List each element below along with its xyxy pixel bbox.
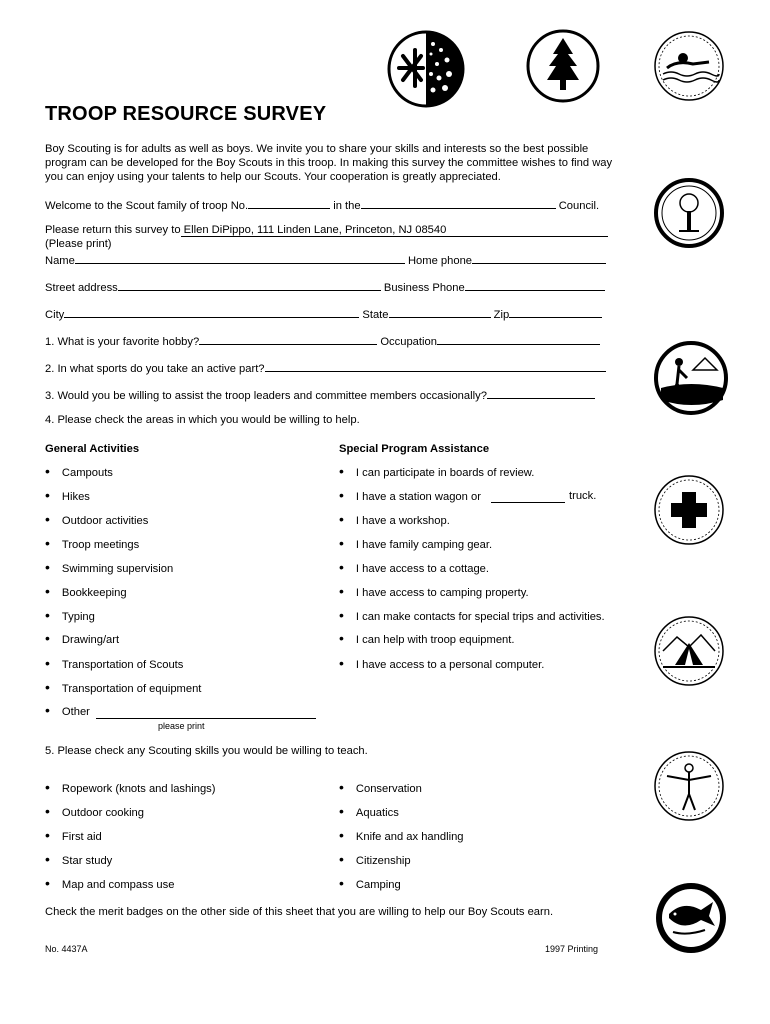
bullet-icon: •: [45, 607, 50, 623]
special-assistance-label: I have family camping gear.: [355, 539, 493, 551]
return-row: Please return this survey to Ellen DiPippo, 111 Linden Lane, Princeton, NJ 08540: [45, 224, 608, 237]
special-assistance-item[interactable]: [339, 537, 492, 551]
camping-badge-icon: [653, 615, 725, 687]
skill-label: Knife and ax handling: [355, 831, 464, 843]
bullet-icon: •: [339, 487, 344, 503]
special-assistance-header: Special Program Assistance: [339, 443, 490, 455]
form-number: No. 4437A: [45, 944, 88, 954]
swimming-badge-icon: [653, 30, 725, 102]
special-assistance-item[interactable]: [339, 465, 534, 479]
council-field[interactable]: [361, 197, 556, 209]
troop-number-field[interactable]: [248, 197, 330, 209]
state-field[interactable]: [389, 306, 491, 318]
special-assistance-item[interactable]: [339, 489, 481, 503]
bullet-icon: •: [45, 702, 50, 718]
skill-label: Camping: [355, 879, 401, 891]
name-field[interactable]: [75, 252, 405, 264]
general-activity-label: Other: [61, 706, 90, 718]
bullet-icon: •: [45, 779, 50, 795]
bullet-icon: •: [45, 511, 50, 527]
general-activity-label: Transportation of Scouts: [61, 659, 184, 671]
general-activity-item[interactable]: [45, 657, 183, 671]
general-activity-label: Bookkeeping: [61, 587, 127, 599]
bullet-icon: •: [339, 559, 344, 575]
bullet-icon: •: [339, 851, 344, 867]
q4-text: 4. Please check the areas in which you would be willing to help.: [45, 414, 360, 426]
sports-field[interactable]: [265, 360, 606, 372]
skill-item[interactable]: [45, 877, 174, 891]
bullet-icon: •: [339, 583, 344, 599]
welcome-row: Welcome to the Scout family of troop No. in the Council.: [45, 197, 599, 212]
bullet-icon: •: [339, 779, 344, 795]
general-activity-item[interactable]: [45, 561, 173, 575]
bullet-icon: •: [339, 655, 344, 671]
bullet-icon: •: [339, 827, 344, 843]
general-activity-label: Hikes: [61, 491, 90, 503]
home-phone-field[interactable]: [472, 252, 606, 264]
other-activity-field[interactable]: [96, 707, 316, 719]
bullet-icon: •: [339, 463, 344, 479]
special-assistance-item[interactable]: [339, 513, 450, 527]
station-wagon-field[interactable]: [491, 491, 565, 503]
special-assistance-item[interactable]: [339, 585, 529, 599]
page-title: TROOP RESOURCE SURVEY: [45, 103, 327, 125]
skill-item[interactable]: [45, 853, 112, 867]
general-activity-label: Drawing/art: [61, 634, 120, 646]
skill-label: First aid: [61, 831, 102, 843]
general-activity-label: Campouts: [61, 467, 113, 479]
skill-label: Outdoor cooking: [61, 807, 144, 819]
zip-field[interactable]: [509, 306, 602, 318]
skill-label: Aquatics: [355, 807, 399, 819]
bullet-icon: •: [339, 803, 344, 819]
bullet-icon: •: [339, 630, 344, 646]
city-row: City State Zip: [45, 306, 602, 321]
bullet-icon: •: [45, 803, 50, 819]
bullet-icon: •: [45, 827, 50, 843]
skill-item[interactable]: [339, 877, 401, 891]
print-note: (Please print): [45, 238, 112, 250]
hiking-badge-icon: [653, 340, 729, 416]
please-print-note: please print: [158, 721, 205, 731]
general-activities-header: General Activities: [45, 443, 140, 455]
general-activity-item[interactable]: [45, 537, 139, 551]
bullet-icon: •: [45, 487, 50, 503]
special-assistance-item[interactable]: [339, 632, 515, 646]
intro-paragraph: Boy Scouting is for adults as well as boys. We invite you to share your skills and interests so the best possible program can be developed for the Boy Scouts in this troop. In making this survey the committee wishes to find way you can enjoy using your talents to help our Scouts. Your cooperation is greatly appreciated.: [45, 143, 613, 183]
special-assistance-label: I have a workshop.: [355, 515, 450, 527]
general-activity-label: Troop meetings: [61, 539, 140, 551]
general-activity-item[interactable]: [45, 704, 90, 718]
tree-badge-icon: [525, 28, 601, 104]
special-assistance-label: I can help with troop equipment.: [355, 634, 515, 646]
bullet-icon: •: [45, 463, 50, 479]
general-activity-item[interactable]: [45, 609, 95, 623]
special-assistance-item[interactable]: [339, 657, 544, 671]
business-phone-field[interactable]: [465, 279, 605, 291]
truck-label: truck.: [569, 490, 597, 502]
closing-text: Check the merit badges on the other side of this sheet that you are willing to help our Boy Scouts earn.: [45, 906, 554, 918]
fish-badge-icon: [653, 880, 729, 956]
bullet-icon: •: [339, 875, 344, 891]
q5-text: 5. Please check any Scouting skills you would be willing to teach.: [45, 745, 368, 757]
skill-label: Map and compass use: [61, 879, 175, 891]
bullet-icon: •: [45, 559, 50, 575]
bullet-icon: •: [339, 511, 344, 527]
bullet-icon: •: [45, 875, 50, 891]
skill-label: Conservation: [355, 783, 422, 795]
general-activity-label: Swimming supervision: [61, 563, 174, 575]
bullet-icon: •: [45, 630, 50, 646]
bullet-icon: •: [45, 535, 50, 551]
special-assistance-label: I can make contacts for special trips and activities.: [355, 611, 605, 623]
bullet-icon: •: [45, 851, 50, 867]
general-activity-item[interactable]: [45, 513, 148, 527]
occupation-field[interactable]: [437, 333, 600, 345]
q1-row: 1. What is your favorite hobby? Occupation: [45, 333, 600, 348]
skill-item[interactable]: [339, 829, 464, 843]
assist-field[interactable]: [487, 387, 595, 399]
skill-label: Ropework (knots and lashings): [61, 783, 216, 795]
skill-label: Star study: [61, 855, 113, 867]
skill-item[interactable]: [339, 853, 411, 867]
general-activity-item[interactable]: [45, 681, 201, 695]
fitness-badge-icon: [653, 750, 725, 822]
special-assistance-label: I have access to a personal computer.: [355, 659, 545, 671]
bullet-icon: •: [339, 607, 344, 623]
general-activity-item[interactable]: [45, 632, 119, 646]
general-activity-item[interactable]: [45, 465, 113, 479]
bullet-icon: •: [45, 655, 50, 671]
special-assistance-label: I have a station wagon or: [355, 491, 481, 503]
special-assistance-item[interactable]: [339, 609, 605, 623]
general-activity-label: Transportation of equipment: [61, 683, 202, 695]
golf-badge-icon: [653, 177, 725, 249]
skill-item[interactable]: [45, 829, 102, 843]
skill-item[interactable]: [339, 781, 422, 795]
name-row: Name Home phone: [45, 252, 606, 267]
street-row: Street address Business Phone: [45, 279, 605, 294]
bullet-icon: •: [45, 583, 50, 599]
special-assistance-item[interactable]: [339, 561, 489, 575]
bullet-icon: •: [339, 535, 344, 551]
general-activity-item[interactable]: [45, 489, 90, 503]
q2-row: 2. In what sports do you take an active part?: [45, 360, 606, 375]
weather-badge-icon: [387, 30, 465, 108]
first-aid-badge-icon: [653, 474, 725, 546]
skill-label: Citizenship: [355, 855, 411, 867]
q3-row: 3. Would you be willing to assist the troop leaders and committee members occasionally?: [45, 387, 595, 402]
general-activity-label: Typing: [61, 611, 95, 623]
street-field[interactable]: [118, 279, 381, 291]
printing-year: 1997 Printing: [545, 944, 599, 954]
general-activity-item[interactable]: [45, 585, 127, 599]
bullet-icon: •: [45, 679, 50, 695]
hobby-field[interactable]: [199, 333, 377, 345]
skill-item[interactable]: [45, 781, 216, 795]
special-assistance-label: I can participate in boards of review.: [355, 467, 535, 479]
general-activity-label: Outdoor activities: [61, 515, 149, 527]
city-field[interactable]: [64, 306, 359, 318]
special-assistance-label: I have access to a cottage.: [355, 563, 489, 575]
return-address: Ellen DiPippo, 111 Linden Lane, Princeton, NJ 08540: [183, 224, 447, 236]
skill-item[interactable]: [45, 805, 144, 819]
special-assistance-label: I have access to camping property.: [355, 587, 529, 599]
skill-item[interactable]: [339, 805, 399, 819]
